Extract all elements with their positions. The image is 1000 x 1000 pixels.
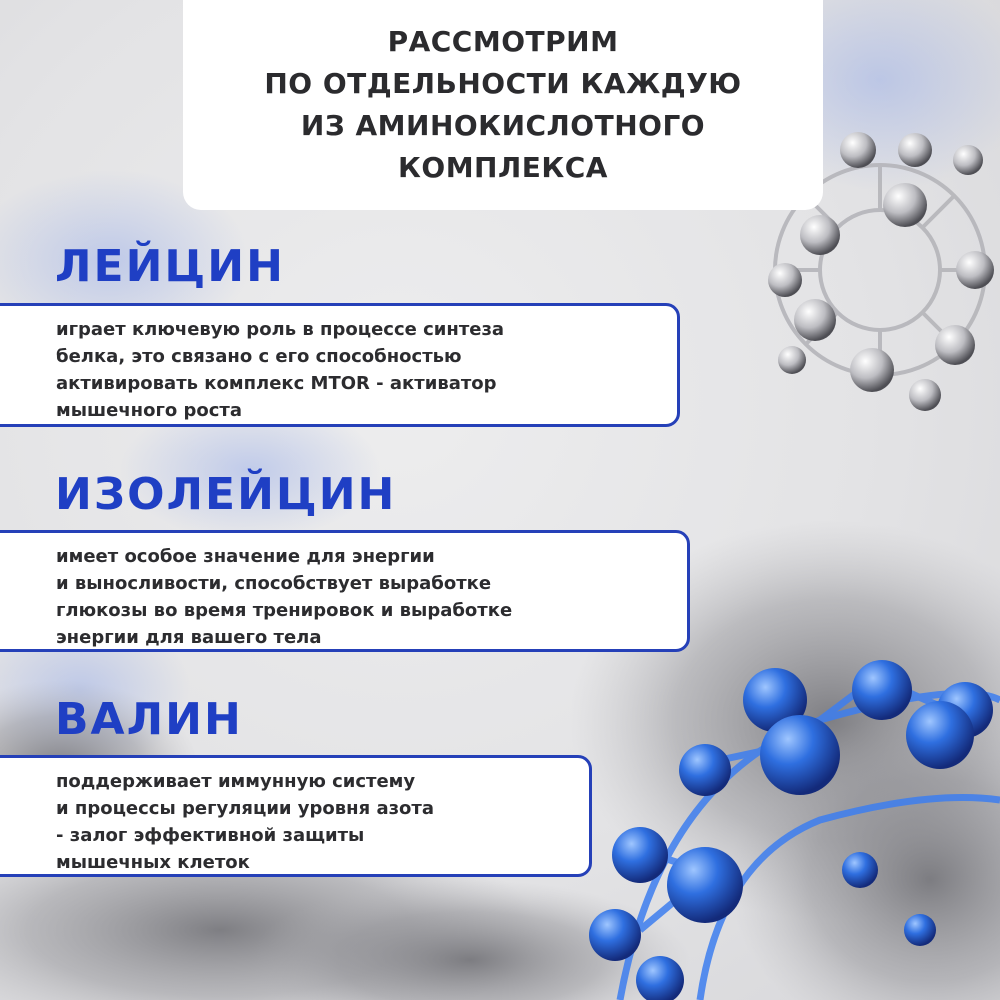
- card-text-line: - залог эффективной защиты: [56, 825, 365, 846]
- header-card: [183, 0, 823, 210]
- card-text-line: мышечного роста: [56, 400, 243, 421]
- card-text-line: белка, это связано с его способностью: [56, 346, 462, 367]
- card-text-line: мышечных клеток: [56, 852, 250, 873]
- section-card-valine: [0, 755, 592, 877]
- header-line: ПО ОТДЕЛЬНОСТИ КАЖДУЮ: [264, 67, 742, 100]
- card-text-line: энергии для вашего тела: [56, 627, 322, 648]
- header-line: РАССМОТРИМ: [387, 25, 619, 58]
- section-title-isoleucine: ИЗОЛЕЙЦИН: [55, 469, 397, 520]
- card-text-line: и процессы регуляции уровня азота: [56, 798, 434, 819]
- section-title-valine: ВАЛИН: [55, 694, 243, 745]
- card-text-line: и выносливости, способствует выработке: [56, 573, 492, 594]
- header-line: ИЗ АМИНОКИСЛОТНОГО: [300, 109, 706, 142]
- header-line: КОМПЛЕКСА: [398, 151, 608, 184]
- card-text-line: имеет особое значение для энергии: [56, 546, 435, 567]
- card-text-line: глюкозы во время тренировок и выработке: [56, 600, 513, 621]
- section-card-isoleucine: [0, 530, 690, 652]
- card-text-line: играет ключевую роль в процессе синтеза: [56, 319, 505, 340]
- section-title-leucine: ЛЕЙЦИН: [55, 241, 285, 292]
- card-text-line: поддерживает иммунную систему: [56, 771, 416, 792]
- card-text-line: активировать комплекс MTOR - активатор: [56, 373, 497, 394]
- section-card-leucine: [0, 303, 680, 427]
